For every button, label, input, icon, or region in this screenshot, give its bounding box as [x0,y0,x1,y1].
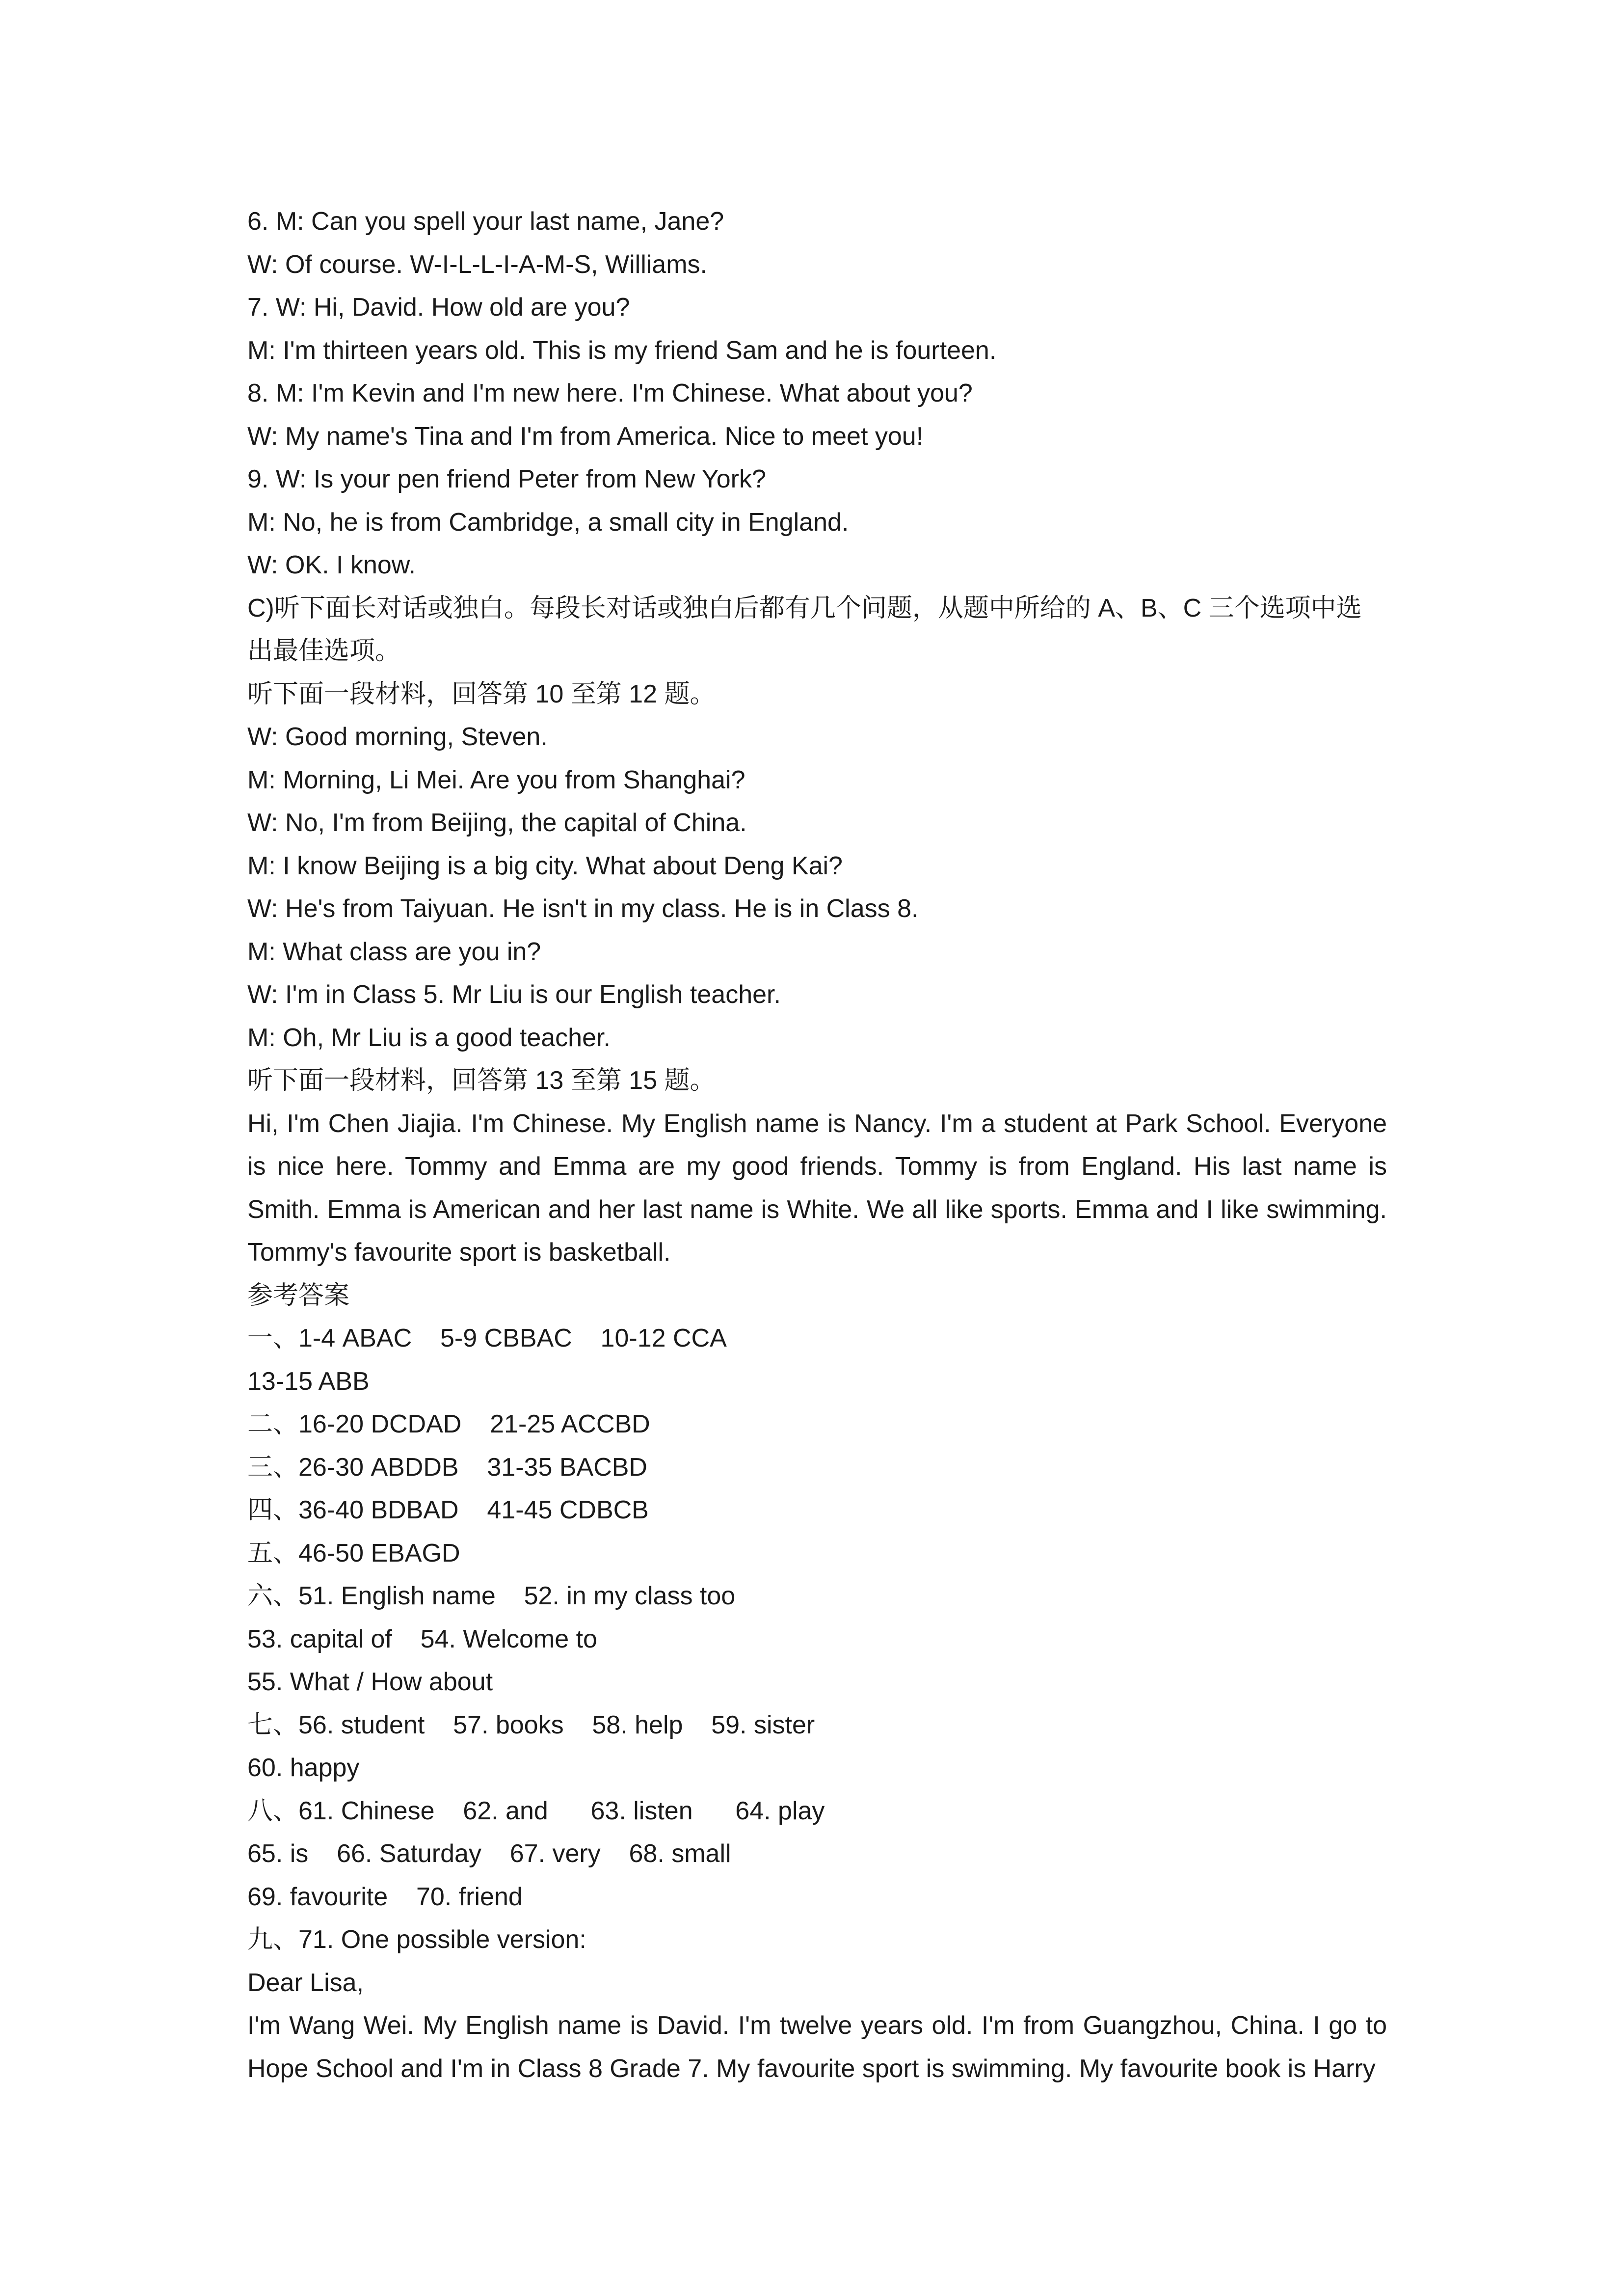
dialogue-line: 7. W: Hi, David. How old are you? [247,293,630,322]
answer-line: 九、71. One possible version: [247,1925,586,1954]
dialogue-line: M: No, he is from Cambridge, a small city in England. [247,508,849,537]
dialogue-line: W: My name's Tina and I'm from America. Nice to meet you! [247,422,924,451]
answer-line: 55. What / How about [247,1668,493,1696]
dialogue-line: 6. M: Can you spell your last name, Jane? [247,207,724,236]
dialogue-line: M: What class are you in? [247,937,541,966]
dialogue-line: W: Of course. W-I-L-L-I-A-M-S, Williams. [247,250,707,279]
answer-line: 三、26-30 ABDDB 31-35 BACBD [247,1453,647,1482]
letter-body: I'm Wang Wei. My English name is David. I'm twelve years old. I'm from Guangzhou, China. I go to Hope School and I'm in Class 8 Grade 7. My favourite sport is swimming. My favourite book is Harry [247,2011,1387,2083]
answer-line: 69. favourite 70. friend [247,1882,523,1911]
material-intro: 听下面一段材料，回答第 10 至第 12 题。 [247,679,716,708]
answer-line: 四、36-40 BDBAD 41-45 CDBCB [247,1496,649,1524]
dialogue-line: M: Morning, Li Mei. Are you from Shanghai? [247,765,745,794]
answer-line: 13-15 ABB [247,1367,370,1396]
dialogue-line: W: I'm in Class 5. Mr Liu is our English teacher. [247,980,781,1009]
dialogue-line: M: I'm thirteen years old. This is my friend Sam and he is fourteen. [247,336,997,365]
section-c-instruction: C)听下面长对话或独白。每段长对话或独白后都有几个问题，从题中所给的 A、B、C 三个选项中选出最佳选项。 [247,594,1362,665]
answer-line: 60. happy [247,1754,360,1782]
answer-line: 一、1-4 ABAC 5-9 CBBAC 10-12 CCA [247,1324,727,1352]
dialogue-line: M: I know Beijing is a big city. What about Deng Kai? [247,851,843,880]
dialogue-line: 9. W: Is your pen friend Peter from New York? [247,465,766,493]
answer-line: 53. capital of 54. Welcome to [247,1624,597,1653]
answer-line: 65. is 66. Saturday 67. very 68. small [247,1839,731,1868]
dialogue-line: W: OK. I know. [247,551,416,579]
answers-heading: 参考答案 [247,1281,350,1310]
answer-line: 二、16-20 DCDAD 21-25 ACCBD [247,1410,650,1438]
material-intro: 听下面一段材料，回答第 13 至第 15 题。 [247,1066,716,1095]
answer-line: 五、46-50 EBAGD [247,1539,460,1567]
answer-line: 八、61. Chinese 62. and 63. listen 64. play [247,1796,825,1825]
dialogue-line: W: He's from Taiyuan. He isn't in my class. He is in Class 8. [247,894,919,923]
answer-line: 七、56. student 57. books 58. help 59. sister [247,1710,815,1739]
letter-salutation: Dear Lisa, [247,1968,364,1997]
answer-line: 六、51. English name 52. in my class too [247,1582,736,1610]
document-content [247,200,1387,2090]
dialogue-line: M: Oh, Mr Liu is a good teacher. [247,1023,611,1052]
dialogue-line: W: Good morning, Steven. [247,723,548,751]
dialogue-line: W: No, I'm from Beijing, the capital of China. [247,809,747,837]
dialogue-line: 8. M: I'm Kevin and I'm new here. I'm Chinese. What about you? [247,379,973,407]
monologue-paragraph: Hi, I'm Chen Jiajia. I'm Chinese. My English name is Nancy. I'm a student at Park School. Everyone is nice here. Tommy and Emma are my good friends. Tommy is from England. His last name is Smith. Emma is American and her last name is White. We all like sports. Emma and I like swimming. Tommy's favourite sport is basketball. [247,1109,1387,1267]
